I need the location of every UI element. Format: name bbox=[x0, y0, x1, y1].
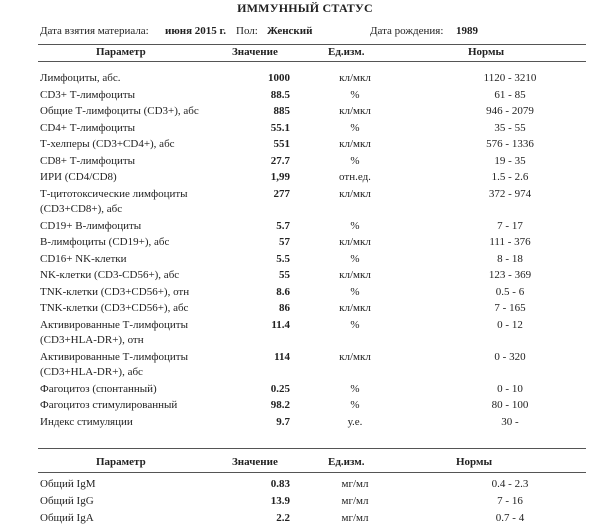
table2-header bbox=[0, 456, 610, 469]
table-row bbox=[0, 219, 610, 236]
parameter-name: TNK-клетки (CD3+CD56+), абс bbox=[40, 302, 189, 314]
parameter-name: Т-цитотоксические лимфоциты (CD3+CD8+), абс bbox=[40, 187, 188, 215]
parameter-norm: 30 - bbox=[501, 415, 519, 428]
parameter-norm: 7 - 17 bbox=[497, 219, 523, 232]
parameter-norm: 7 - 165 bbox=[494, 302, 526, 314]
col-header-unit: Ед.изм. bbox=[328, 46, 365, 58]
col-header-parameter: Параметр bbox=[96, 46, 146, 58]
parameter-name: Активированные Т-лимфоциты (CD3+HLA-DR+), отн bbox=[40, 318, 188, 346]
table1-top-rule bbox=[38, 44, 586, 45]
parameter-norm: 0 - 12 bbox=[497, 318, 523, 331]
sex-value: Женский bbox=[267, 25, 313, 37]
col-header-parameter: Параметр bbox=[96, 456, 146, 468]
parameter-norm: 111 - 376 bbox=[489, 236, 531, 248]
parameter-unit: % bbox=[350, 318, 360, 331]
table-row bbox=[0, 187, 610, 219]
parameter-norm: 576 - 1336 bbox=[486, 138, 534, 150]
parameter-name: Общий IgA bbox=[40, 512, 94, 524]
parameter-name: Индекс стимуляции bbox=[40, 415, 133, 428]
parameter-value: 277 bbox=[273, 187, 290, 200]
parameter-norm: 372 - 974 bbox=[488, 187, 532, 200]
parameter-name: Т-хелперы (CD3+CD4+), абс bbox=[40, 138, 175, 150]
sex-label: Пол: bbox=[236, 25, 258, 37]
table-row bbox=[0, 121, 610, 138]
parameter-value: 13.9 bbox=[270, 495, 290, 507]
parameter-value: 57 bbox=[279, 236, 290, 248]
table-row bbox=[0, 350, 610, 382]
parameter-unit: кл/мкл bbox=[339, 72, 371, 84]
table-row bbox=[0, 137, 610, 154]
table-row bbox=[0, 318, 610, 350]
parameter-value: 1000 bbox=[268, 72, 290, 84]
parameter-value: 114 bbox=[274, 350, 290, 363]
table-row bbox=[0, 477, 610, 493]
parameter-norm: 946 - 2079 bbox=[486, 105, 534, 117]
parameter-name: Общие Т-лимфоциты (CD3+), абс bbox=[40, 105, 199, 117]
parameter-name: Общий IgM bbox=[40, 478, 96, 490]
parameter-unit: % bbox=[350, 88, 360, 101]
parameter-norm: 19 - 35 bbox=[494, 154, 526, 167]
col-header-unit: Ед.изм. bbox=[328, 456, 365, 468]
parameter-unit: мг/мл bbox=[341, 512, 369, 524]
parameter-norm: 1120 - 3210 bbox=[483, 72, 537, 84]
parameter-unit: кл/мкл bbox=[339, 350, 371, 363]
table-row bbox=[0, 301, 610, 318]
parameter-value: 5.5 bbox=[276, 252, 290, 265]
parameter-norm: 61 - 85 bbox=[494, 88, 526, 101]
parameter-value: 9.7 bbox=[276, 415, 290, 428]
parameter-norm: 1.5 - 2.6 bbox=[491, 171, 529, 183]
parameter-name: ИРИ (CD4/CD8) bbox=[40, 171, 117, 183]
parameter-value: 88.5 bbox=[270, 88, 290, 101]
parameter-unit: % bbox=[350, 285, 360, 298]
table-row bbox=[0, 398, 610, 415]
parameter-name: CD16+ NK-клетки bbox=[40, 252, 127, 265]
parameter-unit: кл/мкл bbox=[339, 236, 371, 248]
table-row bbox=[0, 170, 610, 187]
table-row bbox=[0, 382, 610, 399]
parameter-value: 8.6 bbox=[276, 285, 290, 298]
parameter-value: 11.4 bbox=[271, 318, 290, 331]
parameter-name: В-лимфоциты (CD19+), абс bbox=[40, 236, 170, 248]
table1-header bbox=[0, 46, 610, 59]
parameter-value: 5.7 bbox=[276, 219, 290, 232]
parameter-unit: % bbox=[350, 252, 360, 265]
col-header-value: Значение bbox=[232, 456, 278, 468]
table2-header-rule bbox=[38, 472, 586, 473]
parameter-value: 27.7 bbox=[270, 154, 290, 167]
parameter-name: NK-клетки (CD3-CD56+), абс bbox=[40, 269, 180, 281]
parameter-name: Общий IgG bbox=[40, 495, 94, 507]
parameter-norm: 80 - 100 bbox=[491, 399, 529, 411]
table-row bbox=[0, 511, 610, 527]
birth-date-label: Дата рождения: bbox=[370, 25, 444, 37]
col-header-value: Значение bbox=[232, 46, 278, 58]
table2-top-rule bbox=[38, 448, 586, 449]
parameter-value: 885 bbox=[273, 105, 290, 117]
table-row bbox=[0, 154, 610, 171]
parameter-norm: 0 - 320 bbox=[494, 350, 526, 363]
table-row bbox=[0, 88, 610, 105]
parameter-name: CD8+ Т-лимфоциты bbox=[40, 154, 136, 167]
parameter-unit: % bbox=[350, 219, 360, 232]
parameter-unit: кл/мкл bbox=[339, 187, 371, 200]
parameter-norm: 8 - 18 bbox=[497, 252, 523, 265]
parameter-unit: кл/мкл bbox=[339, 138, 371, 150]
parameter-value: 98.2 bbox=[270, 399, 290, 411]
parameter-value: 0.25 bbox=[270, 382, 290, 395]
col-header-norm: Нормы bbox=[468, 46, 505, 58]
table-row bbox=[0, 494, 610, 510]
parameter-norm: 0.5 - 6 bbox=[495, 285, 525, 298]
parameter-name: CD3+ Т-лимфоциты bbox=[40, 88, 136, 101]
table-row bbox=[0, 104, 610, 121]
table-row bbox=[0, 71, 610, 88]
parameter-unit: кл/мкл bbox=[339, 269, 371, 281]
sample-date-value: июня 2015 г. bbox=[165, 25, 227, 37]
sample-date-label: Дата взятия материала: bbox=[40, 25, 149, 37]
parameter-norm: 0.4 - 2.3 bbox=[491, 478, 529, 490]
parameter-unit: отн.ед. bbox=[339, 171, 371, 183]
table-row bbox=[0, 252, 610, 269]
table-row bbox=[0, 268, 610, 285]
parameter-unit: % bbox=[350, 121, 360, 134]
parameter-value: 551 bbox=[273, 138, 290, 150]
parameter-norm: 0.7 - 4 bbox=[495, 512, 525, 524]
parameter-norm: 123 - 369 bbox=[488, 269, 532, 281]
parameter-value: 2.2 bbox=[276, 512, 290, 524]
parameter-value: 55 bbox=[279, 269, 290, 281]
parameter-name: Активированные Т-лимфоциты (CD3+HLA-DR+), абс bbox=[40, 350, 188, 378]
parameter-norm: 0 - 10 bbox=[497, 382, 523, 395]
parameter-unit: мг/мл bbox=[341, 478, 369, 490]
parameter-unit: мг/мл bbox=[341, 495, 369, 507]
parameter-name: TNK-клетки (CD3+CD56+), отн bbox=[40, 285, 190, 298]
parameter-unit: % bbox=[350, 154, 360, 167]
parameter-value: 86 bbox=[279, 302, 290, 314]
parameter-value: 0.83 bbox=[270, 478, 290, 490]
page-title: ИММУННЫЙ СТАТУС bbox=[237, 1, 373, 15]
table-row bbox=[0, 285, 610, 302]
parameter-unit: кл/мкл bbox=[339, 302, 371, 314]
parameter-norm: 35 - 55 bbox=[494, 121, 526, 134]
parameter-name: Фагоцитоз (спонтанный) bbox=[40, 382, 157, 395]
parameter-value: 55.1 bbox=[270, 121, 290, 134]
parameter-name: CD19+ В-лимфоциты bbox=[40, 219, 142, 232]
parameter-unit: у.е. bbox=[347, 415, 363, 428]
parameter-norm: 7 - 16 bbox=[497, 495, 523, 507]
parameter-unit: % bbox=[350, 399, 360, 411]
birth-date-value: 1989 bbox=[456, 25, 478, 37]
parameter-unit: кл/мкл bbox=[339, 105, 371, 117]
table-row bbox=[0, 235, 610, 252]
table1-header-rule bbox=[38, 61, 586, 62]
parameter-name: Фагоцитоз стимулированный bbox=[40, 399, 178, 411]
parameter-name: CD4+ Т-лимфоциты bbox=[40, 121, 136, 134]
table-row bbox=[0, 415, 610, 432]
parameter-value: 1,99 bbox=[270, 171, 290, 183]
parameter-name: Лимфоциты, абс. bbox=[40, 72, 121, 84]
col-header-norm: Нормы bbox=[456, 456, 493, 468]
parameter-unit: % bbox=[350, 382, 360, 395]
